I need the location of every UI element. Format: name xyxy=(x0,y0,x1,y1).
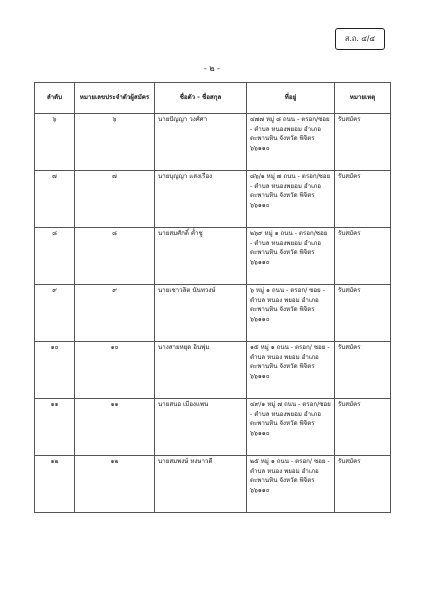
cell-note: รับสมัคร xyxy=(335,456,391,513)
cell-address: ๘๖/๑ หมู่ ๗ ถนน - ตรอก/ซอย - ตำบล หนองพยอม อำเภอ ตะพานหิน จังหวัด พิจิตร ๖๖๑๑๐ xyxy=(247,171,335,228)
cell-address: ๒๖๙ หมู่ ๑ ถนน - ตรอก/ซอย - ตำบล หนองพยอม อำเภอ ตะพานหิน จังหวัด พิจิตร ๖๖๑๑๐ xyxy=(247,228,335,285)
cell-name: นายสนอ เมืองแพน xyxy=(155,399,247,456)
cell-address: ๔๗๗ หมู่ ๘ ถนน - ตรอก/ซอย - ตำบล หนองพยอม อำเภอ ตะพานหิน จังหวัด พิจิตร ๖๖๑๑๐ xyxy=(247,114,335,171)
cell-no: ๑๐ xyxy=(35,342,75,399)
cell-no: ๙ xyxy=(35,285,75,342)
cell-address: ๖ หมู่ ๑ ถนน - ตรอก/ ซอย - ตำบล หนอง พยอม อำเภอ ตะพานหิน จังหวัด พิจิตร ๖๖๑๑๐ xyxy=(247,285,335,342)
table-row xyxy=(35,171,391,228)
table-row xyxy=(35,228,391,285)
cell-address: ๒๕ หมู่ ๑ ถนน - ตรอก/ ซอย - ตำบล หนอง พยอม อำเภอ ตะพานหิน จังหวัด พิจิตร ๖๖๑๑๐ xyxy=(247,456,335,513)
cell-name: นายสมพงษ์ หงษาวดี xyxy=(155,456,247,513)
header-address: ที่อยู่ xyxy=(247,83,335,114)
form-code-box xyxy=(335,28,385,50)
header-candidate-id: หมายเลขประจำตัวผู้สมัคร xyxy=(75,83,155,114)
header-note: หมายเหตุ xyxy=(335,83,391,114)
cell-note: รับสมัคร xyxy=(335,399,391,456)
cell-address: ๑๕ หมู่ ๑ ถนน - ตรอก/ ซอย - ตำบล หนอง พยอม อำเภอ ตะพานหิน จังหวัด พิจิตร ๖๖๑๑๐ xyxy=(247,342,335,399)
cell-candidate-id: ๑๒ xyxy=(75,456,155,513)
table-row xyxy=(35,285,391,342)
cell-no: ๖ xyxy=(35,114,75,171)
cell-candidate-id: ๙ xyxy=(75,285,155,342)
cell-no: ๗ xyxy=(35,171,75,228)
header-name: ชื่อตัว - ชื่อสกุล xyxy=(155,83,247,114)
table-row xyxy=(35,456,391,513)
cell-candidate-id: ๑๑ xyxy=(75,399,155,456)
header-no: ลำดับ xyxy=(35,83,75,114)
cell-note: รับสมัคร xyxy=(335,342,391,399)
table-header-row xyxy=(35,83,391,114)
cell-candidate-id: ๘ xyxy=(75,228,155,285)
candidate-table xyxy=(34,82,391,513)
cell-address: ๔๙/๑ หมู่ ๗ ถนน - ตรอก/ซอย - ตำบล หนองพยอม อำเภอ ตะพานหิน จังหวัด พิจิตร ๖๖๑๑๐ xyxy=(247,399,335,456)
cell-no: ๑๑ xyxy=(35,399,75,456)
cell-name: นายสมศักดิ์ ค้ำชู xyxy=(155,228,247,285)
cell-no: ๑๒ xyxy=(35,456,75,513)
cell-name: นายปัญญา วงศ์ศา xyxy=(155,114,247,171)
cell-note: รับสมัคร xyxy=(335,228,391,285)
cell-note: รับสมัคร xyxy=(335,285,391,342)
cell-no: ๘ xyxy=(35,228,75,285)
cell-candidate-id: ๗ xyxy=(75,171,155,228)
cell-candidate-id: ๑๐ xyxy=(75,342,155,399)
cell-note: รับสมัคร xyxy=(335,114,391,171)
table-row xyxy=(35,114,391,171)
table-row xyxy=(35,342,391,399)
cell-candidate-id: ๖ xyxy=(75,114,155,171)
page-number: - ๒ - xyxy=(203,64,221,73)
table-row xyxy=(35,399,391,456)
cell-name: นายบุญญา แสงเรือง xyxy=(155,171,247,228)
cell-name: นางสายหยุด อินพุ่ม xyxy=(155,342,247,399)
cell-name: นายเชาวลิต นันทวงษ์ xyxy=(155,285,247,342)
form-code: ส.ถ. ๔/๔ xyxy=(344,34,376,43)
cell-note: รับสมัคร xyxy=(335,171,391,228)
